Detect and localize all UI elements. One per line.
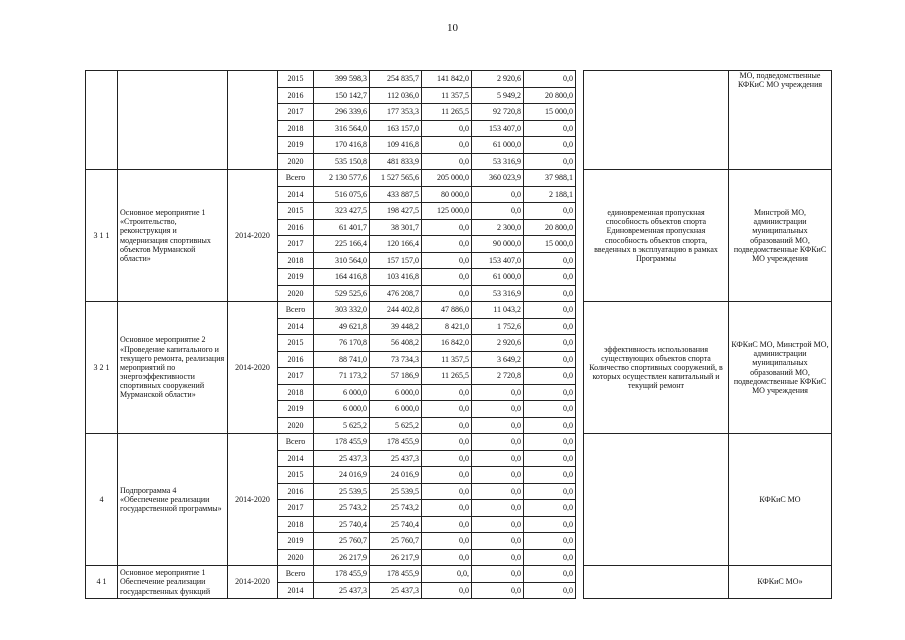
- cell-regional: 178 455,9: [370, 566, 422, 583]
- cell-regional: 163 157,0: [370, 120, 422, 137]
- cell-regional: 57 186,9: [370, 368, 422, 385]
- cell-regional: 25 437,3: [370, 450, 422, 467]
- cell-total: 25 437,3: [314, 582, 370, 599]
- cell-local: 2 720,8: [472, 368, 524, 385]
- cell-local: 0,0: [472, 401, 524, 418]
- cell-total: 529 525,6: [314, 285, 370, 302]
- cell-local: 2 920,6: [472, 71, 524, 88]
- cell-federal: 16 842,0: [422, 335, 472, 352]
- cell-extra: 0,0: [524, 566, 576, 583]
- cell-federal: 11 357,5: [422, 87, 472, 104]
- cell-total: 535 150,8: [314, 153, 370, 170]
- cell-total: 25 760,7: [314, 533, 370, 550]
- cell-total: 6 000,0: [314, 384, 370, 401]
- cell-total: 25 740,4: [314, 516, 370, 533]
- spacer-cell: [576, 434, 584, 566]
- cell-extra: 0,0: [524, 549, 576, 566]
- cell-extra: 15 000,0: [524, 104, 576, 121]
- cell-local: 0,0: [472, 384, 524, 401]
- cell-regional: 38 301,7: [370, 219, 422, 236]
- cell-local: 1 752,6: [472, 318, 524, 335]
- cell-local: 5 949,2: [472, 87, 524, 104]
- cell-federal: 141 842,0: [422, 71, 472, 88]
- row-name: Основное мероприятие 2 «Проведение капитального и текущего ремонта, реализация мероприятий по энергоэффективности спортивных сооружений Мурманской области»: [118, 302, 228, 434]
- cell-federal: 0,0: [422, 252, 472, 269]
- cell-extra: 0,0: [524, 483, 576, 500]
- cell-extra: 0,0: [524, 318, 576, 335]
- cell-federal: 0,0: [422, 269, 472, 286]
- row-code: 3 2 1: [86, 302, 118, 434]
- cell-local: 0,0: [472, 483, 524, 500]
- cell-total: 25 437,3: [314, 450, 370, 467]
- cell-regional: 5 625,2: [370, 417, 422, 434]
- cell-regional: 433 887,5: [370, 186, 422, 203]
- cell-regional: 73 734,3: [370, 351, 422, 368]
- cell-year: 2020: [278, 549, 314, 566]
- cell-total: 178 455,9: [314, 566, 370, 583]
- cell-federal: 0,0: [422, 467, 472, 484]
- cell-extra: 0,0: [524, 285, 576, 302]
- cell-total: 296 339,6: [314, 104, 370, 121]
- cell-regional: 476 208,7: [370, 285, 422, 302]
- cell-total: 25 539,5: [314, 483, 370, 500]
- cell-extra: 0,0: [524, 384, 576, 401]
- cell-regional: 56 408,2: [370, 335, 422, 352]
- cell-local: 2 920,6: [472, 335, 524, 352]
- row-period: 2014-2020: [228, 170, 278, 302]
- cell-year: 2016: [278, 483, 314, 500]
- cell-extra: 0,0: [524, 450, 576, 467]
- cell-federal: 0,0,: [422, 566, 472, 583]
- cell-total: 225 166,4: [314, 236, 370, 253]
- cell-total: 310 564,0: [314, 252, 370, 269]
- cell-total: 26 217,9: [314, 549, 370, 566]
- row-period: 2014-2020: [228, 566, 278, 599]
- cell-federal: 0,0: [422, 153, 472, 170]
- cell-local: 0,0: [472, 533, 524, 550]
- spacer-cell: [576, 566, 584, 599]
- cell-regional: 157 157,0: [370, 252, 422, 269]
- cell-year: 2019: [278, 269, 314, 286]
- cell-total: 178 455,9: [314, 434, 370, 451]
- row-executor: КФКиС МО: [729, 434, 832, 566]
- cell-year: 2015: [278, 71, 314, 88]
- cell-total: 399 598,3: [314, 71, 370, 88]
- spacer-cell: [576, 170, 584, 302]
- page-number: 10: [447, 22, 458, 34]
- cell-extra: 0,0: [524, 153, 576, 170]
- cell-local: 0,0: [472, 186, 524, 203]
- cell-federal: 47 886,0: [422, 302, 472, 319]
- cell-federal: 0,0: [422, 516, 472, 533]
- cell-extra: 0,0: [524, 120, 576, 137]
- cell-local: 0,0: [472, 516, 524, 533]
- cell-regional: 244 402,8: [370, 302, 422, 319]
- cell-federal: 0,0: [422, 483, 472, 500]
- cell-local: 0,0: [472, 450, 524, 467]
- cell-regional: 25 760,7: [370, 533, 422, 550]
- cell-total: 71 173,2: [314, 368, 370, 385]
- cell-total: 25 743,2: [314, 500, 370, 517]
- cell-total: 164 416,8: [314, 269, 370, 286]
- cell-year: 2018: [278, 384, 314, 401]
- cell-year: 2016: [278, 87, 314, 104]
- row-period: 2014-2020: [228, 302, 278, 434]
- cell-regional: 120 166,4: [370, 236, 422, 253]
- cell-local: 61 000,0: [472, 269, 524, 286]
- row-name: [118, 71, 228, 170]
- cell-local: 53 316,9: [472, 153, 524, 170]
- row-indicator: [584, 566, 729, 599]
- cell-federal: 0,0: [422, 500, 472, 517]
- row-executor: Минстрой МО, администрации муниципальных образований МО, подведомственные КФКиС МО учреждения: [729, 170, 832, 302]
- cell-extra: 0,0: [524, 252, 576, 269]
- cell-year: 2014: [278, 186, 314, 203]
- cell-federal: 0,0: [422, 549, 472, 566]
- cell-extra: 0,0: [524, 203, 576, 220]
- cell-regional: 25 743,2: [370, 500, 422, 517]
- cell-federal: 0,0: [422, 401, 472, 418]
- cell-extra: 0,0: [524, 516, 576, 533]
- row-indicator: единовременная пропускная способность объектов спорта Единовременная пропускная способность объектов спорта, введенных в эксплуатацию в рамках Программы: [584, 170, 729, 302]
- row-code: [86, 71, 118, 170]
- cell-federal: 0,0: [422, 219, 472, 236]
- cell-year: 2017: [278, 500, 314, 517]
- cell-local: 0,0: [472, 434, 524, 451]
- row-executor: КФКиС МО, Минстрой МО, администрации муниципальных образований МО, подведомственные КФКиС МО учреждения: [729, 302, 832, 434]
- cell-federal: 205 000,0: [422, 170, 472, 187]
- cell-regional: 109 416,8: [370, 137, 422, 154]
- cell-regional: 112 036,0: [370, 87, 422, 104]
- cell-year: 2019: [278, 533, 314, 550]
- cell-year: 2016: [278, 351, 314, 368]
- cell-year: Всего: [278, 170, 314, 187]
- cell-regional: 103 416,8: [370, 269, 422, 286]
- cell-federal: 125 000,0: [422, 203, 472, 220]
- cell-federal: 8 421,0: [422, 318, 472, 335]
- cell-extra: 0,0: [524, 137, 576, 154]
- cell-federal: 80 000,0: [422, 186, 472, 203]
- cell-total: 316 564,0: [314, 120, 370, 137]
- cell-year: 2015: [278, 203, 314, 220]
- cell-year: 2018: [278, 252, 314, 269]
- cell-federal: 0,0: [422, 450, 472, 467]
- cell-local: 153 407,0: [472, 120, 524, 137]
- cell-regional: 25 437,3: [370, 582, 422, 599]
- cell-total: 323 427,5: [314, 203, 370, 220]
- table-row: [86, 302, 832, 319]
- row-executor: КФКиС МО»: [729, 566, 832, 599]
- cell-local: 61 000,0: [472, 137, 524, 154]
- cell-extra: 0,0: [524, 533, 576, 550]
- cell-local: 2 300,0: [472, 219, 524, 236]
- cell-year: 2015: [278, 467, 314, 484]
- row-indicator: [584, 434, 729, 566]
- cell-local: 0,0: [472, 467, 524, 484]
- table-row: [86, 566, 832, 583]
- cell-year: 2019: [278, 401, 314, 418]
- cell-total: 6 000,0: [314, 401, 370, 418]
- cell-regional: 178 455,9: [370, 434, 422, 451]
- cell-local: 0,0: [472, 500, 524, 517]
- row-name: Основное мероприятие 1 Обеспечение реализации государственных функций: [118, 566, 228, 599]
- cell-year: 2014: [278, 318, 314, 335]
- cell-total: 49 621,8: [314, 318, 370, 335]
- cell-regional: 198 427,5: [370, 203, 422, 220]
- spacer-cell: [576, 71, 584, 170]
- cell-regional: 39 448,2: [370, 318, 422, 335]
- cell-local: 90 000,0: [472, 236, 524, 253]
- row-executor: МО, подведомственные КФКиС МО учреждения: [729, 71, 832, 170]
- cell-extra: 0,0: [524, 335, 576, 352]
- cell-regional: 177 353,3: [370, 104, 422, 121]
- cell-extra: 15 000,0: [524, 236, 576, 253]
- cell-local: 360 023,9: [472, 170, 524, 187]
- cell-extra: 0,0: [524, 269, 576, 286]
- cell-year: 2017: [278, 368, 314, 385]
- cell-federal: 0,0: [422, 236, 472, 253]
- table-row: [86, 434, 832, 451]
- cell-local: 0,0: [472, 582, 524, 599]
- cell-extra: 0,0: [524, 417, 576, 434]
- cell-year: 2018: [278, 120, 314, 137]
- cell-federal: 0,0: [422, 582, 472, 599]
- cell-regional: 6 000,0: [370, 401, 422, 418]
- cell-total: 2 130 577,6: [314, 170, 370, 187]
- cell-year: 2015: [278, 335, 314, 352]
- cell-extra: 0,0: [524, 351, 576, 368]
- cell-regional: 25 740,4: [370, 516, 422, 533]
- row-indicator: эффективность использования существующих объектов спорта Количество спортивных сооружений, в которых осуществлен капитальный и текущий ремонт: [584, 302, 729, 434]
- table-row: [86, 170, 832, 187]
- row-code: 4: [86, 434, 118, 566]
- row-indicator: [584, 71, 729, 170]
- cell-extra: 20 800,0: [524, 219, 576, 236]
- cell-year: 2020: [278, 417, 314, 434]
- cell-year: 2017: [278, 236, 314, 253]
- cell-local: 0,0: [472, 549, 524, 566]
- row-period: [228, 71, 278, 170]
- cell-local: 0,0: [472, 417, 524, 434]
- cell-local: 92 720,8: [472, 104, 524, 121]
- cell-extra: 37 988,1: [524, 170, 576, 187]
- cell-total: 88 741,0: [314, 351, 370, 368]
- cell-total: 61 401,7: [314, 219, 370, 236]
- cell-extra: 0,0: [524, 368, 576, 385]
- cell-year: 2016: [278, 219, 314, 236]
- spacer-cell: [576, 302, 584, 434]
- cell-regional: 25 539,5: [370, 483, 422, 500]
- row-period: 2014-2020: [228, 434, 278, 566]
- cell-extra: 0,0: [524, 467, 576, 484]
- cell-federal: 11 265,5: [422, 104, 472, 121]
- cell-year: 2020: [278, 285, 314, 302]
- cell-local: 0,0: [472, 203, 524, 220]
- row-code: 4 1: [86, 566, 118, 599]
- cell-regional: 481 833,9: [370, 153, 422, 170]
- cell-federal: 0,0: [422, 120, 472, 137]
- cell-local: 153 407,0: [472, 252, 524, 269]
- cell-regional: 1 527 565,6: [370, 170, 422, 187]
- program-table: [85, 70, 832, 599]
- cell-year: 2019: [278, 137, 314, 154]
- table-row: [86, 71, 832, 88]
- cell-total: 24 016,9: [314, 467, 370, 484]
- row-code: 3 1 1: [86, 170, 118, 302]
- cell-year: Всего: [278, 566, 314, 583]
- cell-year: 2020: [278, 153, 314, 170]
- cell-regional: 254 835,7: [370, 71, 422, 88]
- cell-year: 2017: [278, 104, 314, 121]
- cell-total: 5 625,2: [314, 417, 370, 434]
- cell-extra: 0,0: [524, 434, 576, 451]
- row-name: Основное мероприятие 1 «Строительство, реконструкция и модернизация спортивных объектов Мурманской области»: [118, 170, 228, 302]
- cell-extra: 0,0: [524, 71, 576, 88]
- cell-year: Всего: [278, 434, 314, 451]
- cell-local: 0,0: [472, 566, 524, 583]
- cell-year: 2014: [278, 450, 314, 467]
- cell-extra: 0,0: [524, 401, 576, 418]
- cell-local: 11 043,2: [472, 302, 524, 319]
- cell-federal: 0,0: [422, 533, 472, 550]
- cell-federal: 0,0: [422, 285, 472, 302]
- cell-local: 53 316,9: [472, 285, 524, 302]
- cell-federal: 0,0: [422, 434, 472, 451]
- cell-regional: 24 016,9: [370, 467, 422, 484]
- cell-extra: 0,0: [524, 582, 576, 599]
- cell-year: 2018: [278, 516, 314, 533]
- cell-extra: 0,0: [524, 500, 576, 517]
- cell-extra: 0,0: [524, 302, 576, 319]
- cell-total: 303 332,0: [314, 302, 370, 319]
- cell-federal: 11 357,5: [422, 351, 472, 368]
- cell-regional: 26 217,9: [370, 549, 422, 566]
- cell-regional: 6 000,0: [370, 384, 422, 401]
- cell-federal: 11 265,5: [422, 368, 472, 385]
- cell-total: 76 170,8: [314, 335, 370, 352]
- cell-year: Всего: [278, 302, 314, 319]
- cell-federal: 0,0: [422, 384, 472, 401]
- cell-year: 2014: [278, 582, 314, 599]
- row-name: Подпрограмма 4 «Обеспечение реализации государственной программы»: [118, 434, 228, 566]
- cell-federal: 0,0: [422, 417, 472, 434]
- cell-extra: 20 800,0: [524, 87, 576, 104]
- cell-total: 150 142,7: [314, 87, 370, 104]
- cell-local: 3 649,2: [472, 351, 524, 368]
- cell-total: 170 416,8: [314, 137, 370, 154]
- cell-federal: 0,0: [422, 137, 472, 154]
- cell-extra: 2 188,1: [524, 186, 576, 203]
- cell-total: 516 075,6: [314, 186, 370, 203]
